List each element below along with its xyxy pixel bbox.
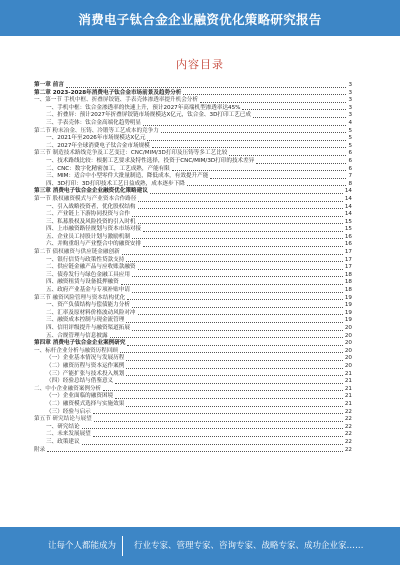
toc-dot-leader	[126, 405, 343, 407]
toc-dot-leader	[94, 420, 343, 422]
toc-entry[interactable]	[34, 393, 352, 401]
toc-entry-title: 五、政府产业基金与专项补贴申请	[46, 287, 130, 294]
toc-page-number: 19	[344, 302, 352, 309]
page-header	[0, 0, 400, 36]
toc-dot-leader	[126, 374, 343, 376]
toc-dot-leader	[103, 389, 343, 391]
toc-dot-leader	[143, 230, 343, 232]
toc-entry-title: 三、手表壳体：钛合金高端化趋势明显	[46, 119, 142, 126]
toc-entry[interactable]	[34, 173, 352, 181]
toc-entry-title: 三、MIM：适合中小型零件大批量制造，降低成本，有效提升产能	[46, 173, 209, 180]
toc-entry-title: （三）产能扩张与技术投入规划	[46, 370, 125, 377]
toc-entry[interactable]	[34, 431, 352, 439]
toc-page-number: 20	[344, 340, 352, 347]
toc-entry-title: 一、手机中框：钛合金渗透率的快速上升，预计2027年高端机型渗透率达45%	[46, 104, 241, 111]
toc-entry-title: 第一节 股权融资模式与产业资本合作路径	[34, 195, 137, 202]
toc-page-number: 22	[344, 446, 352, 453]
toc-dot-leader	[152, 146, 347, 148]
toc-entry-title: 第二章 2023-2028年消费电子钛合金市场前景及趋势分析	[34, 89, 182, 96]
toc-dot-leader	[161, 131, 347, 133]
toc-entry-title: 五、企业员工持股计划与激励机制	[46, 233, 130, 240]
toc-dot-leader	[242, 108, 346, 110]
toc-dot-leader	[132, 275, 343, 277]
toc-page-number: 18	[344, 287, 352, 294]
toc-dot-leader	[183, 93, 346, 95]
toc-entry-title: 三、债券发行与绿色金融工具应用	[46, 271, 130, 278]
toc-entry-title: 第二节 债权融资与供应链金融创新	[34, 249, 120, 256]
toc-page-number: 3	[348, 104, 352, 111]
toc-dot-leader	[82, 443, 343, 445]
toc-page-number: 20	[344, 347, 352, 354]
toc-dot-leader	[138, 313, 343, 315]
toc-dot-leader	[138, 222, 343, 224]
toc-dot-leader	[132, 237, 343, 239]
toc-dot-leader	[138, 268, 343, 270]
toc-dot-leader	[115, 382, 343, 384]
toc-entry-title: 三、融资成本控制与现金流管理	[46, 317, 125, 324]
toc-dot-leader	[66, 86, 347, 88]
toc-page-number: 21	[344, 400, 352, 407]
toc-page-number: 22	[344, 431, 352, 438]
toc-entry-title: 六、并购重组与产业整合中的融资安排	[46, 241, 142, 248]
toc-entry-title: 第二节 粉末冶金、压铸、冷锻等工艺成本的竞争力	[34, 127, 159, 134]
toc-dot-leader	[229, 154, 346, 156]
toc-dot-leader	[126, 367, 343, 369]
toc-entry-title: 一、第一节 手机中框、折叠屏铰链、手表壳体渗透率提升机会分析	[34, 97, 198, 104]
toc-dot-leader	[138, 207, 343, 209]
toc-entry-title: （四）经验总结与借鉴意义	[46, 378, 114, 385]
toc-entry[interactable]	[34, 317, 352, 325]
toc-page-number: 18	[344, 279, 352, 286]
toc-dot-leader	[115, 397, 343, 399]
toc-entry[interactable]	[34, 249, 352, 257]
toc-dot-leader	[47, 450, 343, 452]
toc-page-number: 21	[344, 393, 352, 400]
toc-entry-title: 二、CNC：数字化精密加工，工艺成熟，产能有限	[46, 165, 170, 172]
toc-page-number: 6	[348, 150, 352, 157]
toc-entry-title: 第四章 消费电子钛合金企业案例研究	[34, 340, 126, 347]
toc-dot-leader	[143, 124, 346, 126]
toc-dot-leader	[93, 412, 343, 414]
toc-entry-title: 三、政策建议	[46, 438, 80, 445]
toc-entry[interactable]	[34, 325, 352, 333]
toc-page-number: 14	[344, 203, 352, 210]
toc-dot-leader	[127, 344, 342, 346]
toc-page-number: 6	[348, 165, 352, 172]
toc-entry[interactable]	[34, 378, 352, 386]
toc-entry[interactable]	[34, 241, 352, 249]
toc-page-number: 22	[344, 423, 352, 430]
toc-dot-leader	[147, 139, 346, 141]
toc-page-number: 14	[344, 188, 352, 195]
toc-heading: 内容目录	[176, 58, 224, 71]
toc-page-number: 4	[348, 119, 352, 126]
toc-entry[interactable]	[34, 166, 352, 174]
toc-page-number: 17	[344, 249, 352, 256]
toc-page-number: 15	[344, 226, 352, 233]
toc-entry[interactable]	[34, 211, 352, 219]
toc-entry[interactable]	[34, 447, 352, 455]
toc-entry-title: 第三章 消费电子钛合金企业融资优化策略建议	[34, 188, 148, 195]
toc-entry-title: （二）融资模式选择与实施效果	[46, 400, 125, 407]
toc-entry[interactable]	[34, 82, 352, 90]
toc-entry[interactable]	[34, 401, 352, 409]
toc-dot-leader	[172, 169, 347, 171]
toc-dot-leader	[93, 435, 343, 437]
toc-entry[interactable]	[34, 279, 352, 287]
toc-entry[interactable]	[34, 204, 352, 212]
toc-page-number: 17	[344, 256, 352, 263]
toc-dot-leader	[120, 351, 343, 353]
footer-tagline: 行业专家、管理专家、咨询专家、战略专家、成功企业家……	[134, 541, 364, 551]
toc-page-number: 5	[348, 135, 352, 142]
toc-page-number: 16	[344, 241, 352, 248]
toc-entry[interactable]	[34, 120, 352, 128]
toc-entry[interactable]	[34, 112, 352, 120]
toc-entry-title: 一、标杆企业分析与融资历程回顾	[34, 347, 118, 354]
toc-dot-leader	[126, 260, 343, 262]
toc-entry-title: （一）企业面临的融资困境	[46, 393, 114, 400]
toc-dot-leader	[138, 200, 342, 202]
toc-entry-title: 第一章 前言	[34, 82, 64, 88]
toc-dot-leader	[132, 291, 343, 293]
toc-entry-title: 二、2027年全球消费电子钛合金市场规模	[46, 142, 150, 149]
toc-entry[interactable]	[34, 158, 352, 166]
toc-entry-title: 四、信用评级提升与融资渠道拓展	[46, 325, 130, 331]
toc-dot-leader	[143, 245, 343, 247]
toc-page-number: 14	[344, 211, 352, 218]
toc-entry-title: （二）融资历程与资本运作案例	[46, 362, 125, 369]
toc-entry-title: 二、汇率及原材料价格波动风险对冲	[46, 309, 136, 316]
toc-page-number: 22	[344, 438, 352, 445]
toc-page-number: 20	[344, 362, 352, 369]
toc-entry-title: 四、融资租赁与设备抵押融资	[46, 279, 119, 286]
toc-entry[interactable]	[34, 302, 352, 310]
toc-page-number: 20	[344, 332, 352, 339]
toc-entry[interactable]	[34, 416, 352, 424]
toc-page-number: 18	[344, 271, 352, 278]
toc-page-number: 5	[348, 142, 352, 149]
toc-entry-title: 一、2021年至2026年市场规模达X亿元	[46, 135, 146, 142]
footer-divider	[122, 536, 123, 556]
toc-page-number: 6	[348, 157, 352, 164]
toc-dot-leader	[150, 192, 343, 194]
toc-entry[interactable]	[34, 188, 352, 196]
toc-entry[interactable]	[34, 97, 352, 105]
toc-page-number: 19	[344, 317, 352, 324]
report-title: 消费电子钛合金企业融资优化策略研究报告	[78, 12, 322, 27]
toc-dot-leader	[132, 329, 343, 331]
toc-dot-leader	[187, 184, 347, 186]
toc-page-number: 20	[344, 325, 352, 331]
toc-page-number: 7	[348, 173, 352, 180]
toc-entry[interactable]	[34, 409, 352, 417]
toc-page-number: 3	[348, 97, 352, 104]
toc-page-number: 14	[344, 195, 352, 202]
toc-dot-leader	[210, 177, 346, 179]
toc-dot-leader	[132, 215, 343, 217]
toc-entry-title: 一、引入战略投资者，优化股权结构	[46, 203, 136, 210]
toc-entry-title: 第三节 制造技术路线竞争及工艺变迁：CNC/MIM/3D打印及压铸等多工艺比较	[34, 150, 228, 157]
toc-entry-title: 一、技术路线比较：根据工艺要求及特性选择，投资于CNC/MIM/3D打印的技术差异	[46, 157, 255, 164]
toc-page-number: 5	[348, 127, 352, 134]
toc-entry[interactable]	[34, 135, 352, 143]
toc-entry[interactable]	[34, 340, 352, 348]
toc-dot-leader	[122, 253, 343, 255]
page-footer	[0, 527, 400, 565]
toc-page-number: 3	[348, 112, 352, 119]
toc-page-number: 3	[348, 82, 352, 88]
toc-entry-title: 二、中小企业融资案例分析	[34, 385, 102, 392]
toc-page-number: 22	[344, 408, 352, 415]
toc-entry[interactable]	[34, 226, 352, 234]
toc-entry-title: 二、产业链上下游协同投资与合作	[46, 211, 130, 218]
toc-dot-leader	[256, 162, 346, 164]
toc-dot-leader	[200, 101, 346, 103]
toc-entry-title: 一、资产负债结构与偿债能力分析	[46, 302, 130, 309]
toc-page-number: 15	[344, 218, 352, 225]
toc-entry-title: 四、上市融资路径规划与资本市场对接	[46, 226, 142, 233]
toc-entry-title: 五、合规管理与信息披露	[46, 332, 108, 339]
toc-dot-leader	[126, 359, 343, 361]
toc-page-number: 3	[348, 89, 352, 96]
toc-page-number: 8	[348, 180, 352, 187]
toc-dot-leader	[253, 116, 347, 118]
toc-entry-title: （一）企业基本情况与发展历程	[46, 355, 125, 362]
toc-entry-title: （三）经验与启示	[46, 408, 91, 415]
toc-entry-title: 一、研究结论	[46, 423, 80, 430]
toc-entry-title: 二、未来发展展望	[46, 431, 91, 438]
toc-page-number: 21	[344, 385, 352, 392]
toc-dot-leader	[110, 336, 343, 338]
toc-page-number: 19	[344, 309, 352, 316]
toc-entry[interactable]	[34, 264, 352, 272]
toc-dot-leader	[127, 298, 343, 300]
toc-entry[interactable]	[34, 363, 352, 371]
toc-entry[interactable]	[34, 150, 352, 158]
table-of-contents	[34, 82, 352, 454]
toc-entry[interactable]	[34, 439, 352, 447]
toc-entry[interactable]	[34, 355, 352, 363]
toc-entry[interactable]	[34, 287, 352, 295]
toc-dot-leader	[82, 427, 343, 429]
toc-entry-title: 三、私募股权及风险投资的引入时机	[46, 218, 136, 225]
toc-entry-title: 四、3D打印：3D打印技术工艺日益成熟，成本逐步下降	[46, 180, 185, 187]
toc-entry-title: 附录	[34, 446, 46, 453]
toc-entry-title: 二、折叠屏：预计2027年折叠屏铰链市场规模达X亿元，钛合金、3D打印工艺已成	[46, 112, 251, 119]
toc-page-number: 17	[344, 264, 352, 271]
toc-entry-title: 第三节 融资风险管理与资本结构优化	[34, 294, 126, 301]
toc-page-number: 16	[344, 233, 352, 240]
toc-entry-title: 一、银行信贷与政策性贷款支持	[46, 256, 125, 263]
toc-page-number: 21	[344, 370, 352, 377]
toc-entry-title: 第五节 研究结论与展望	[34, 416, 92, 423]
toc-dot-leader	[126, 321, 343, 323]
toc-entry[interactable]	[34, 196, 352, 204]
toc-page-number: 21	[344, 378, 352, 385]
toc-dot-leader	[121, 283, 343, 285]
toc-dot-leader	[132, 306, 343, 308]
toc-entry-title: 二、供应链金融产品与应收账款融资	[46, 264, 136, 271]
footer-slogan: 让每个人都能成为	[48, 541, 117, 551]
toc-page-number: 20	[344, 355, 352, 362]
toc-page-number: 19	[344, 294, 352, 301]
toc-page-number: 22	[344, 416, 352, 423]
